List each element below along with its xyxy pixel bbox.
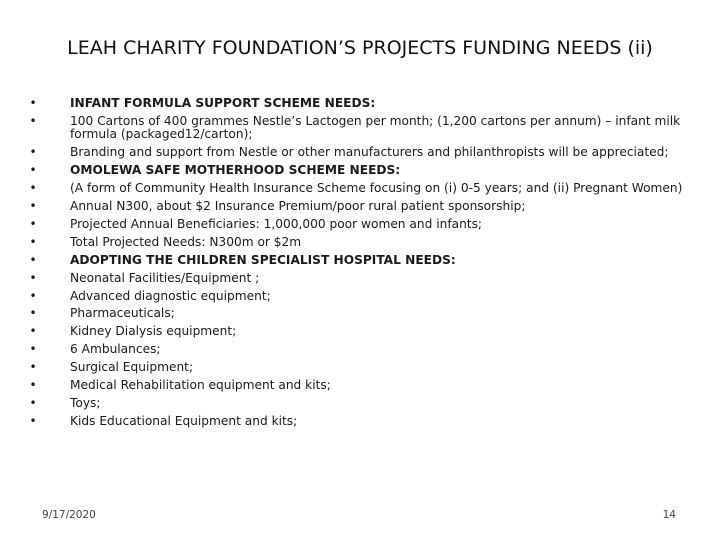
page-number: 14 bbox=[662, 509, 676, 521]
list-item bbox=[28, 290, 688, 304]
list-item bbox=[28, 325, 688, 339]
bullet-icon: • bbox=[29, 270, 37, 285]
list-item-text: Kidney Dialysis equipment; bbox=[70, 324, 237, 339]
list-item-text: Annual N300, about $2 Insurance Premium/poor rural patient sponsorship; bbox=[70, 199, 526, 214]
bullet-icon: • bbox=[29, 234, 37, 249]
list-item bbox=[28, 254, 688, 268]
bullet-list bbox=[28, 97, 688, 433]
bullet-icon: • bbox=[29, 145, 37, 160]
slide-title: LEAH CHARITY FOUNDATION’S PROJECTS FUNDING NEEDS (ii) bbox=[67, 37, 653, 59]
list-item-text: (A form of Community Health Insurance Scheme focusing on (i) 0-5 years; and (ii) Pregnant Women) bbox=[70, 181, 683, 196]
list-item bbox=[28, 115, 688, 142]
bullet-icon: • bbox=[29, 306, 37, 321]
list-item-text: Pharmaceuticals; bbox=[70, 306, 175, 321]
list-item bbox=[28, 361, 688, 375]
list-item-text: Neonatal Facilities/Equipment ; bbox=[70, 270, 260, 285]
bullet-icon: • bbox=[29, 395, 37, 410]
bullet-icon: • bbox=[29, 96, 37, 110]
list-item bbox=[28, 307, 688, 321]
list-item bbox=[28, 272, 688, 286]
list-item-text: INFANT FORMULA SUPPORT SCHEME NEEDS: bbox=[70, 96, 376, 110]
list-item-text: Medical Rehabilitation equipment and kits; bbox=[70, 377, 331, 392]
list-item bbox=[28, 97, 688, 111]
list-item-text: Projected Annual Beneficiaries: 1,000,000 poor women and infants; bbox=[70, 216, 483, 231]
bullet-icon: • bbox=[29, 163, 37, 178]
list-item-text: Toys; bbox=[70, 395, 101, 410]
bullet-icon: • bbox=[29, 413, 37, 428]
bullet-icon: • bbox=[29, 342, 37, 357]
bullet-icon: • bbox=[29, 324, 37, 339]
list-item bbox=[28, 182, 688, 196]
list-item bbox=[28, 164, 688, 178]
list-item-text: 6 Ambulances; bbox=[70, 342, 161, 357]
list-item-text: Kids Educational Equipment and kits; bbox=[70, 413, 298, 428]
bullet-icon: • bbox=[29, 360, 37, 375]
list-item bbox=[28, 218, 688, 232]
list-item-text: Total Projected Needs: N300m or $2m bbox=[70, 234, 302, 249]
list-item-text: ADOPTING THE CHILDREN SPECIALIST HOSPITAL NEEDS: bbox=[70, 252, 456, 267]
list-item-text: Surgical Equipment; bbox=[70, 360, 194, 375]
bullet-icon: • bbox=[29, 216, 37, 231]
list-item bbox=[28, 379, 688, 393]
bullet-icon: • bbox=[29, 113, 37, 128]
bullet-icon: • bbox=[29, 199, 37, 214]
list-item bbox=[28, 397, 688, 411]
list-item bbox=[28, 343, 688, 357]
list-item-text: Advanced diagnostic equipment; bbox=[70, 288, 271, 303]
list-item bbox=[28, 236, 688, 250]
bullet-icon: • bbox=[29, 252, 37, 267]
bullet-icon: • bbox=[29, 377, 37, 392]
bullet-icon: • bbox=[29, 181, 37, 196]
footer-date: 9/17/2020 bbox=[42, 509, 96, 521]
list-item bbox=[28, 146, 688, 160]
list-item bbox=[28, 415, 688, 429]
list-item bbox=[28, 200, 688, 214]
list-item-text: OMOLEWA SAFE MOTHERHOOD SCHEME NEEDS: bbox=[70, 163, 401, 178]
list-item-text: Branding and support from Nestle or other manufacturers and philanthropists will be appreciated; bbox=[70, 145, 669, 160]
bullet-icon: • bbox=[29, 288, 37, 303]
list-item-text: 100 Cartons of 400 grammes Nestle’s Lactogen per month; (1,200 cartons per annum) – infant milk formula (packaged12/carton); bbox=[70, 113, 681, 142]
